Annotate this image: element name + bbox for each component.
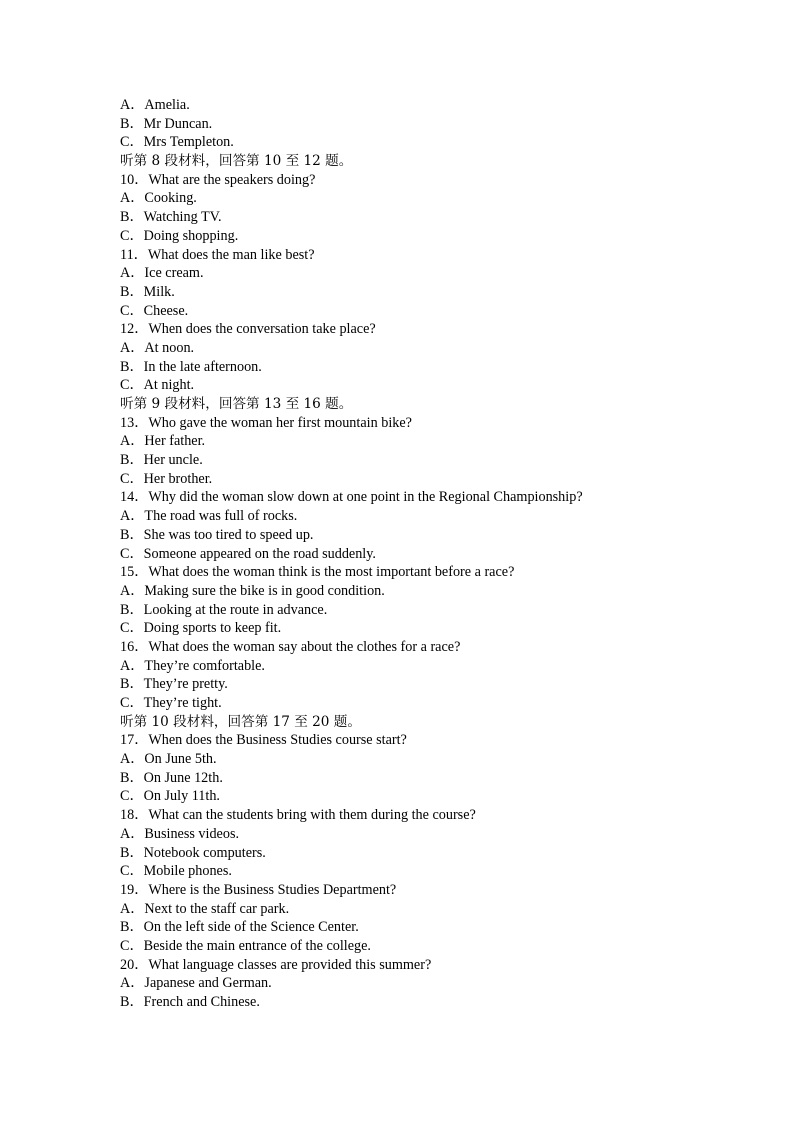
question-line: 12．When does the conversation take place? [120,321,376,338]
option-line: B．On June 12th. [120,769,223,786]
option-line: A．Her father. [120,433,206,450]
option-line: A．On June 5th. [120,751,217,768]
option-line: A．Ice cream. [120,265,204,282]
option-line: B．On the left side of the Science Center. [120,919,359,936]
question-line: 11．What does the man like best? [120,246,315,263]
option-line: B．French and Chinese. [120,994,260,1010]
question-line: 19．Where is the Business Studies Department? [120,881,397,898]
option-line: B．Her uncle. [120,452,203,469]
option-line: C．Someone appeared on the road suddenly. [120,545,376,562]
option-line: A．Business videos. [120,825,240,842]
option-line: C．Cheese. [120,302,189,319]
option-line: C．At night. [120,377,195,394]
listening-questions [120,96,720,1012]
option-line: A．The road was full of rocks. [120,508,298,525]
option-line: A．Making sure the bike is in good condition. [120,582,385,599]
option-line: A．At noon. [120,339,195,356]
option-line: A．Next to the staff car park. [120,900,290,917]
option-line: B．Mr Duncan. [120,115,213,132]
option-line: C．Mrs Templeton. [120,134,234,151]
option-line: C．On July 11th. [120,788,220,805]
option-line: B．Looking at the route in advance. [120,601,328,618]
option-line: A．Amelia. [120,97,190,113]
option-line: A．Cooking. [120,190,197,207]
question-line: 14．Why did the woman slow down at one point in the Regional Championship? [120,489,583,506]
question-line: 17．When does the Business Studies course start? [120,732,407,749]
option-line: B．Milk. [120,283,175,300]
option-line: A．They’re comfortable. [120,657,265,674]
option-line: B．She was too tired to speed up. [120,526,314,543]
option-line: B．Notebook computers. [120,844,266,861]
section-instruction: 听第 10 段材料，回答第 17 至 20 题。 [120,713,361,730]
option-line: B．Watching TV. [120,209,222,226]
section-instruction: 听第 8 段材料，回答第 10 至 12 题。 [120,153,353,170]
option-line: C．Mobile phones. [120,863,232,880]
question-line: 18．What can the students bring with them during the course? [120,807,476,824]
option-line: C．Her brother. [120,470,213,487]
option-line: C．They’re tight. [120,695,222,711]
option-line: B．They’re pretty. [120,676,228,693]
question-line: 20．What language classes are provided this summer? [120,956,432,973]
option-line: C．Beside the main entrance of the college. [120,937,371,954]
question-line: 16．What does the woman say about the clothes for a race? [120,638,461,655]
option-line: C．Doing sports to keep fit. [120,620,282,637]
option-line: B．In the late afternoon. [120,358,262,375]
option-line: A．Japanese and German. [120,975,272,992]
question-line: 10．What are the speakers doing? [120,171,316,188]
question-line: 13．Who gave the woman her first mountain bike? [120,414,412,431]
question-line: 15．What does the woman think is the most important before a race? [120,564,515,581]
option-line: C．Doing shopping. [120,227,239,244]
section-instruction: 听第 9 段材料，回答第 13 至 16 题。 [120,396,353,412]
